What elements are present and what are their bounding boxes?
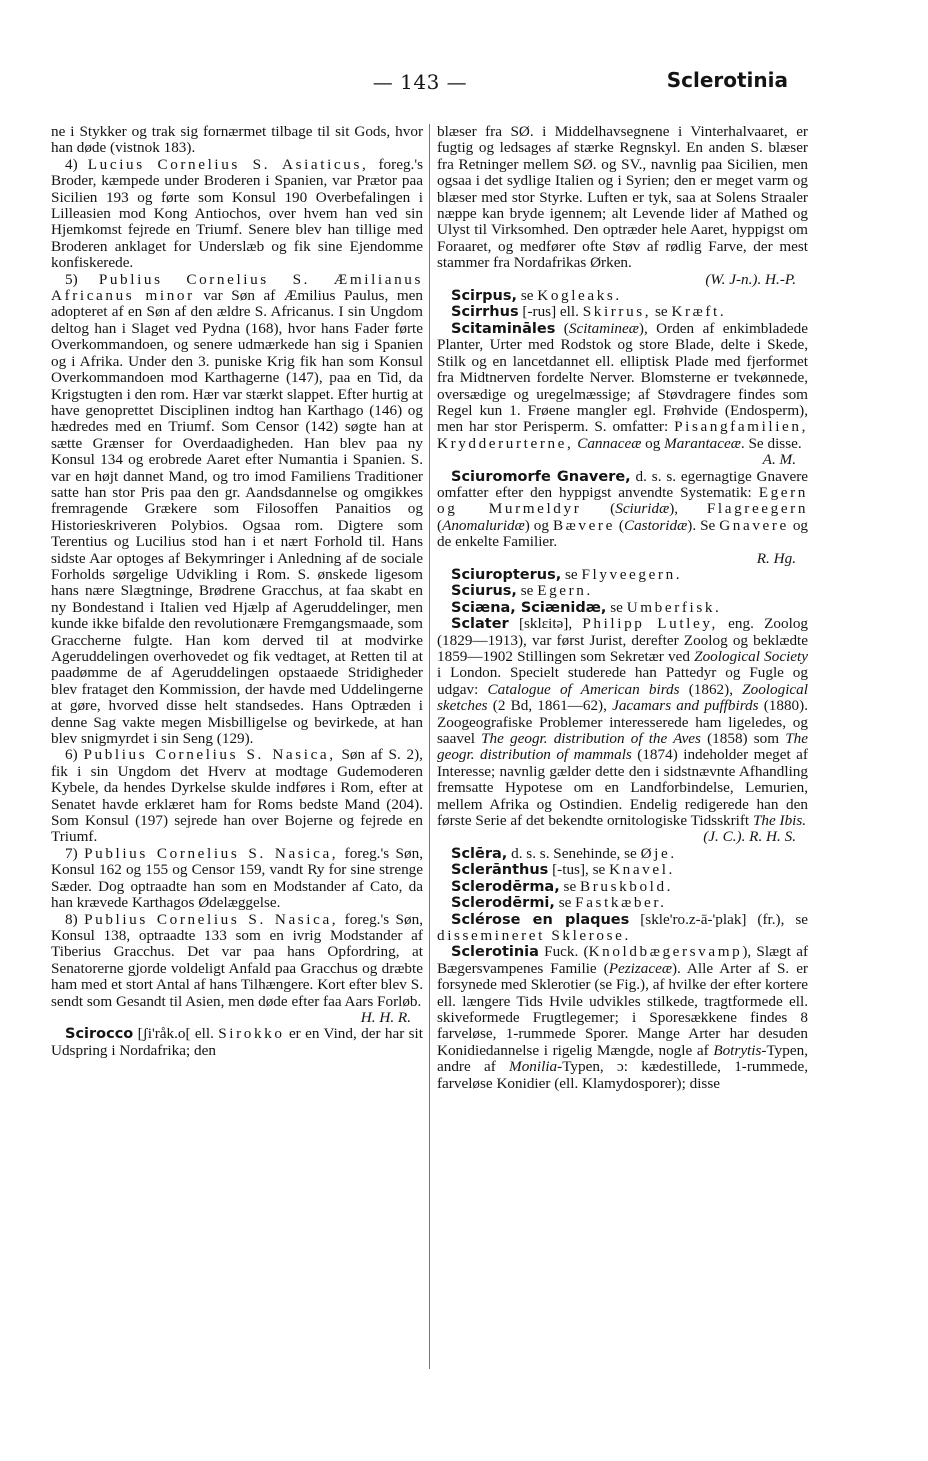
headword: Sclérose en plaques bbox=[451, 911, 630, 928]
headword: Sciurus, bbox=[451, 583, 517, 600]
entry-scipio-8: 8) Publius Cornelius S. Nasica, foreg.'s Søn, Konsul 138, optraadte 133 som en ivrig Modstander af Tiberius Gracchus. Det var paa hans Opfordring, at Senatorerne gjorde voldeligt Anfald paa Gracchus og dræbte ham med et stort Antal af hans Tilhængere. Kort efter blev S. sendt som Gesandt til Asien, men døde efter faa Aars Forløb. H. H. R. bbox=[51, 910, 423, 1026]
headword: Sclerodērma, bbox=[451, 878, 560, 895]
headword: Scirocco bbox=[65, 1026, 134, 1043]
entry-sciaena: Sciæna, Sciænidæ, se Umberfisk. bbox=[451, 598, 722, 616]
page-header bbox=[0, 66, 928, 106]
left-column bbox=[51, 124, 423, 1059]
entry-scirocco-continuation: blæser fra SØ. i Middelhavsegnene i Vinterhalvaaret, er fugtig og ledsages af stærke Regnskyl. En anden S. blæser fra Retninger mellem SØ. og SV., navnlig paa Sicilien, men ogsaa i det sydlige Italien og i Syrien; den er meget varm og blæser med stor Styrke. Luften er tyk, saa at Solens Straaler næppe kan bryde igennem; alt Levende lider af Mathed og Ulyst til Virksomhed. Den optræder hele Aaret, hyppigst om Foraaret, og medfører ofte Støv af rødlig Farve, der mest stammer fra Nordafrikas Ørken. (W. J-n.). H.-P. bbox=[437, 123, 808, 288]
author-signature: (J. C.). R. H. S. bbox=[703, 828, 796, 846]
page-number: — 143 — bbox=[372, 70, 468, 94]
author-signature: H. H. R. bbox=[360, 1008, 411, 1026]
entry-scleranthus: Sclerānthus [-tus], se Knavel. bbox=[451, 861, 675, 879]
author-signature: R. Hg. bbox=[756, 549, 796, 567]
right-column bbox=[437, 124, 808, 1092]
headword: Sciuropterus, bbox=[451, 566, 562, 583]
entry-continuation: ne i Stykker og trak sig fornærmet tilbage til sit Gods, hvor han døde (vistnok 183). bbox=[51, 123, 423, 157]
headword: Sclēra, bbox=[451, 845, 508, 862]
headword: Sclater bbox=[451, 616, 509, 633]
entry-sciuromorfe: Sciuromorfe Gnavere, d. s. s. egernagtige Gnavere omfatter efter den hyppigst anvendte Systematik: Egern og Murmeldyr (Sciuridæ), Flagreegern (Anomaluridæ) og Bævere (Castoridæ). Se Gnavere og de enkelte Familier. R. Hg. bbox=[437, 467, 809, 567]
author-signature: A. M. bbox=[762, 451, 796, 469]
entry-scirrhus: Scirrhus [-rus] ell. Skirrus, se Kræft. bbox=[451, 303, 727, 321]
entry-scirocco: Scirocco [ʃi'råk.o[ ell. Sirokko er en Vind, der har sit Udspring i Nordafrika; den bbox=[51, 1025, 423, 1059]
entry-scipio-7: 7) Publius Cornelius S. Nasica, foreg.'s Søn, Konsul 162 og 155 og Censor 159, vandt Ry for sine strenge Sæder. Dog optraadte han som en Modstander af Cato, da han krævede Karthagos Ødelæggelse. bbox=[51, 844, 423, 912]
headword: Scitamināles bbox=[451, 320, 556, 337]
running-head: Sclerotinia bbox=[666, 68, 788, 92]
entry-sclera: Sclēra, d. s. s. Senehinde, se Øje. bbox=[451, 844, 677, 862]
column-divider bbox=[429, 124, 430, 1369]
entry-scleroderma: Sclerodērma, se Bruskbold. bbox=[451, 877, 674, 895]
entry-sclerotinia: Sclerotinia Fuck. (Knoldbægersvamp), Slægt af Bægersvampenes Familie (Pezizaceæ). Alle Arter af S. er forsynede med Sklerotier (se Fig.), af hvilke der efter kortere ell. længere Tids Hvile udvikles stilkede, tragtformede ell. skiveformede Frugtlegemer; i Sporesækkene findes 8 farveløse, 1-rummede Sporer. Mange Arter har desuden Konidiedannelse i rigelig Mængde, nogle af Botrytis-Typen, andre af Monilia-Typen, ɔ: kædestillede, 1-rummede, farveløse Konidier (ell. Klamydosporer); disse bbox=[437, 943, 808, 1092]
entry-scipio-6: 6) Publius Cornelius S. Nasica, Søn af S. 2), fik i sin Ungdom det Hverv at modtage Gudemoderen Kybele, da hendes Dyrkelse skulde indføres i Rom, efter at Senatet havde erklæret ham for Roms bedste Mand (204). Som Konsul (197) sejrede han over Bojerne og fejrede en Triumf. bbox=[51, 746, 423, 846]
entry-scirpus: Scirpus, se Kogleaks. bbox=[451, 287, 622, 305]
entry-scitaminales: Scitamināles (Scitamineæ), Orden af enkimbladede Planter, Urter med Rodstok og store Blade, delte i Skede, Stilk og en lancetdannet ell. elliptisk Plade med fjerformet fra Midtnerven fordelte Nerver. Blomsterne er tvekønnede, oversædige og uregelmæssige; af Støvdragere findes som Regel kun 1. Frøene mangler egl. Frøhvide (Endosperm), men har stor Perisperm. S. omfatter: Pisangfamilien, Krydderurterne, Cannaceæ og Marantaceæ. Se disse. A. M. bbox=[437, 319, 808, 469]
entry-scipio-4: 4) Lucius Cornelius S. Asiaticus, foreg.'s Broder, kæmpede under Broderen i Spanien, var Prætor paa Sicilien 193 og førte som Konsul 190 Overbefalingen i Lilleasien mod Kong Antiochos, over hvem han ved sin Hjemkomst fejrede en Triumf. Senere blev han tillige med Broderen anklaget for Underslæb og fik sine Ejendomme konfiskerede. bbox=[51, 155, 423, 272]
headword: Scirrhus bbox=[451, 304, 519, 321]
headword: Sciuromorfe Gnavere, bbox=[451, 468, 631, 485]
entry-sclerodermi: Sclerodērmi, se Fastkæber. bbox=[451, 894, 667, 912]
entry-sciurus: Sciurus, se Egern. bbox=[451, 582, 593, 600]
headword: Sclerodērmi, bbox=[451, 895, 555, 912]
headword: Sclerānthus bbox=[451, 862, 549, 879]
author-signature: (W. J-n.). H.-P. bbox=[705, 270, 796, 288]
headword: Scirpus, bbox=[451, 288, 518, 305]
entry-sclerose: Sclérose en plaques [skle'ro.z-ā-'plak] (fr.), se dissemineret Sklerose. bbox=[437, 910, 808, 944]
headword: Sclerotinia bbox=[451, 944, 539, 961]
entry-scipio-5: 5) Publius Cornelius S. Æmilianus Africanus minor var Søn af Æmilius Paulus, men adopteret af en Søn af den ældre S. Africanus. I sin Ungdom deltog han i Slaget ved Pydna (168), hvor hans Fader førte Overkommandoen, og senere udmærkede han sig i Spanien og i Afrika. Under den 3. puniske Krig fik han som Konsul Overkommandoen mod Karthagerne (147), paa en Tid, da Krigstugten i den rom. Hær var stærkt slappet. Efter hurtig at have genoprettet Disciplinen indtog han Karthago (146) og hædredes med en Triumf. Som Censor (142) søgte han at sætte Grænser for Overdaadigheden. Han blev paa ny Konsul 134 og erobrede Aaret efter Numantia i Spanien. S. var en højt dannet Mand, og tro imod Familiens Traditioner satte han stor Pris paa den gr. Aandsdannelse og omgikkes fremragende Grækere som Filosoffen Panaitios og Historieskriveren Polybios. Ogsaa rom. Digtere som Terentius og Lucilius stod han i et nært Forhold til. Hans sidste Aar optoges af Bekymringer i Anledning af de sociale Forholds sørgelige Udvikling i Rom. S. ønskede ligesom hans nære Slægtninge, Brødrene Gracchus, at faa skabt en ny Bondestand i Italien ved Hjælp af Ageruddelinger, men kunde ikke bifalde den revolutionære Fremgangsmaade, som Graccherne fulgte. Han kom derved til at modvirke Ageruddelingen overhovedet og fik vedtaget, at Retten til at paadømme de af Ageruddelingen opstaaede Stridigheder blev frataget den Kommission, der havde med Uddelingerne at gøre, hvorved disse helt standsedes. Hans Optræden i denne Sag vakte megen Misbilligelse og bevirkede, at han blev snigmyrdet i sin Seng (129). bbox=[51, 270, 423, 748]
headword: Sciæna, Sciænidæ, bbox=[451, 599, 607, 616]
entry-sciuropterus: Sciuropterus, se Flyveegern. bbox=[451, 565, 683, 583]
entry-sclater: Sclater [sklεitə], Philipp Lutley, eng. Zoolog (1829—1913), var først Jurist, derefter Zoolog og beklædte 1859—1902 Stillingen som Sekretær ved Zoological Society i London. Specielt studerede han Pattedyr og Fugle og udgav: Catalogue of American birds (1862), Zoological sketches (2 Bd, 1861—62), Jacamars and puffbirds (1880). Zoogeografiske Problemer interesserede ham ligeledes, og saavel The geogr. distribution of the Aves (1858) som The geogr. distribution of mammals (1874) indeholder meget af Interesse; navnlig gælder dette den i sidstnævnte Afhandling fremsatte Hypotese om en Landforbindelse, Lemurien, mellem Afrika og Ostindien. Endelig redigerede han den første Serie af det bekendte ornitologiske Tidsskrift The Ibis. (J. C.). R. H. S. bbox=[437, 615, 809, 846]
